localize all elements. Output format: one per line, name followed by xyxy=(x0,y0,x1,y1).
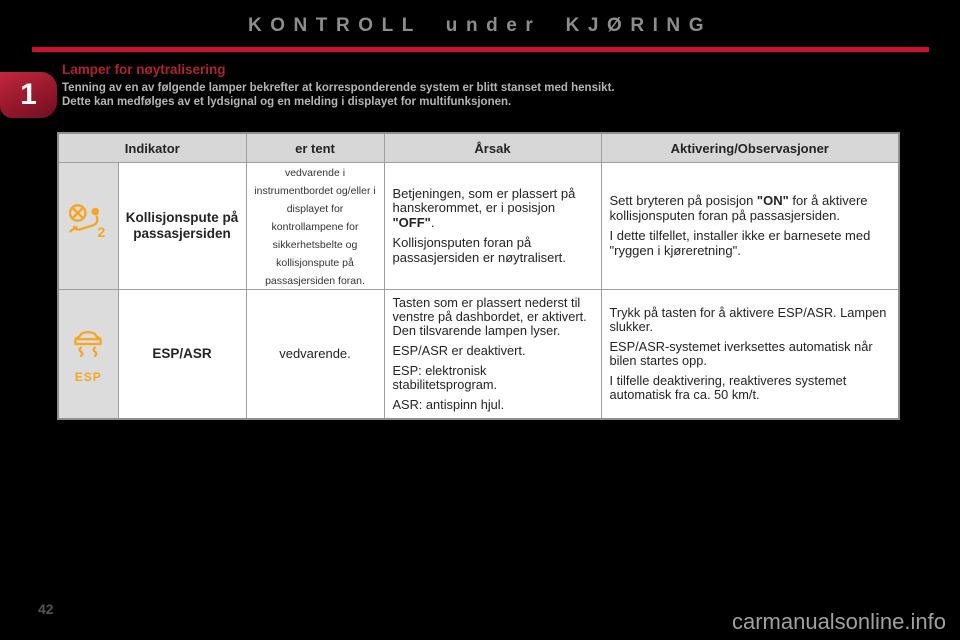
arsak-esp: Tasten som er plassert nederst til venstre på dashbordet, er aktivert. Den tilsvarende lampen lyser. ESP/ASR er deaktivert. ESP: elektronisk stabilitetsprogram. ASR: antispinn hjul. xyxy=(384,290,601,419)
column-header-arsak: Årsak xyxy=(384,133,601,163)
table-header-row xyxy=(58,133,899,163)
esp-icon xyxy=(67,324,109,364)
indicator-name-airbag: Kollisjonspute på passasjersiden xyxy=(118,163,246,290)
page-header-title: KONTROLL under KJØRING xyxy=(247,15,713,36)
page-number: 42 xyxy=(38,601,54,617)
watermark: carmanualsonline.info xyxy=(731,609,946,634)
arsak-airbag: Betjeningen, som er plassert på hanskerommet, er i posisjon "OFF". Kollisjonsputen foran på passasjersiden er nøytralisert. xyxy=(384,163,601,290)
er-tent-airbag: vedvarende i instrumentbordet og/eller i displayet for kontrollampene for sikkerhetsbelte og kollisjonspute på passasjersiden foran. xyxy=(246,163,384,290)
chapter-number: 1 xyxy=(20,78,37,111)
header-rule xyxy=(32,47,929,52)
esp-icon-label: ESP xyxy=(74,369,102,384)
intro-line-2: Dette kan medfølges av et lydsignal og en melding i displayet for multifunksjonen. xyxy=(62,96,512,108)
section-title: Lamper for nøytralisering xyxy=(62,62,226,77)
warning-lamps-table xyxy=(57,132,900,420)
er-tent-esp: vedvarende. xyxy=(246,290,384,419)
intro-line-1: Tenning av en av følgende lamper bekrefter at korresponderende system er blitt stanset med hensikt. xyxy=(62,82,615,94)
column-header-er-tent: er tent xyxy=(246,133,384,163)
column-header-aktivering: Aktivering/Observasjoner xyxy=(601,133,899,163)
passenger-airbag-deactivated-icon xyxy=(66,201,110,247)
intro-text xyxy=(62,81,615,109)
aktivering-esp: Trykk på tasten for å aktivere ESP/ASR. Lampen slukker. ESP/ASR-systemet iverksettes automatisk når bilen startes opp. I tilfelle deaktivering, reaktiveres systemet automatisk fra ca. 50 km/t. xyxy=(601,290,899,419)
indicator-name-esp: ESP/ASR xyxy=(118,290,246,419)
esp-icon-cell xyxy=(58,290,118,419)
table-row-airbag xyxy=(58,163,899,290)
airbag-icon-badge: 2 xyxy=(97,223,106,240)
airbag-icon-cell xyxy=(58,163,118,290)
chapter-tab xyxy=(0,72,57,118)
table-row-esp xyxy=(58,290,899,419)
column-header-indikator: Indikator xyxy=(58,133,246,163)
aktivering-airbag: Sett bryteren på posisjon "ON" for å aktivere kollisjonsputen foran på passasjersiden. I dette tilfellet, installer ikke er barnesete med "ryggen i kjøreretning". xyxy=(601,163,899,290)
